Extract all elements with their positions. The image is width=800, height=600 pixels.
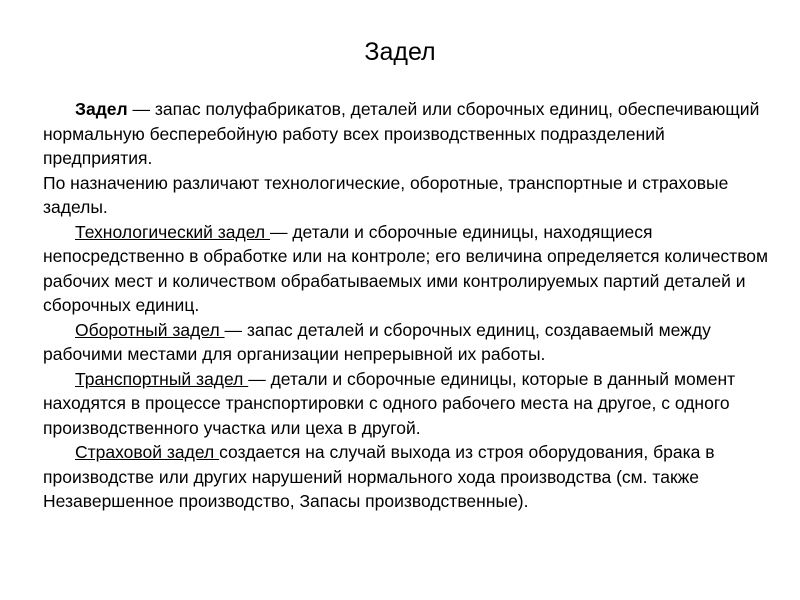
- circulating-term: Оборотный задел: [75, 319, 225, 340]
- definition-paragraph: [43, 97, 778, 220]
- technological-paragraph: [43, 220, 778, 318]
- transport-paragraph: [43, 367, 778, 441]
- technological-text: — детали и сборочные единицы, находящиеся непосредственно в обработке или на контроле; его величина определяется количеством рабочих мест и количеством обрабатываемых ими контролируемых партий деталей и сборочных единиц.: [43, 221, 769, 315]
- slide-title: Задел: [364, 38, 436, 66]
- technological-term: Технологический задел: [75, 221, 270, 242]
- insurance-term: Страховой задел: [75, 442, 220, 462]
- circulating-text: — запас деталей и сборочных единиц, создаваемый между рабочими местами для организации непрерывной их работы.: [43, 319, 711, 364]
- transport-term: Транспортный задел: [75, 368, 249, 389]
- insurance-paragraph: [43, 440, 778, 514]
- insurance-text: создается на случай выхода из строя оборудования, брака в производстве или других нарушений нормального хода производства (см. также Незавершенное производство, Запасы производственные).: [43, 442, 715, 511]
- definition-term: Задел: [75, 99, 128, 119]
- circulating-paragraph: [43, 318, 778, 367]
- slide-body: [43, 97, 778, 514]
- transport-text: — детали и сборочные единицы, которые в данный момент находятся в процессе транспортировки с одного рабочего места на другое, с одного производственного участка или цеха в другой.: [43, 368, 736, 438]
- classification-text: По назначению различают технологические, оборотные, транспортные и страховые заделы.: [43, 172, 729, 217]
- definition-text: — запас полуфабрикатов, деталей или сборочных единиц, обеспечивающий нормальную бесперебойную работу всех производственных подразделений предприятия.: [43, 99, 760, 168]
